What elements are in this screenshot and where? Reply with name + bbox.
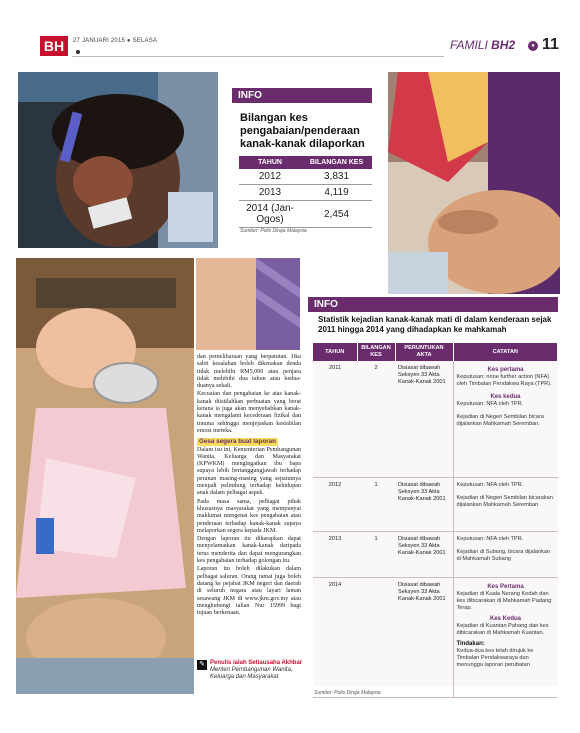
- note-heading: Tindakan:: [456, 640, 485, 647]
- table-row: [313, 477, 558, 531]
- subheading: Gesa segera buat laporan: [199, 438, 276, 446]
- byline-role: Menteri Pembangunan Wanita, Keluarga dan Masyarakat: [210, 667, 293, 680]
- table-row: [313, 531, 558, 577]
- page-header: [0, 0, 580, 66]
- info1-title: Bilangan kes pengabaian/penderaan kanak-kanak dilaporkan: [240, 112, 365, 150]
- note-line: Keputusan: NFA oleh TPR.: [456, 401, 524, 407]
- photo-baby-in-car-seat: [16, 258, 194, 694]
- count-cell: 2: [357, 361, 395, 477]
- act-cell: Disiasat dibawah Seksyen 33 Akta Kanak-Kanak 2001: [395, 577, 453, 697]
- count-cell: 1: [357, 477, 395, 531]
- act-cell: Disiasat dibawah Seksyen 33 Akta Kanak-Kanak 2001: [395, 477, 453, 531]
- count-cell: 3,831: [301, 169, 372, 185]
- page-number: 11: [542, 36, 559, 53]
- byline-name: Penulis ialah Setiausaha Akhbar: [210, 660, 303, 666]
- note-heading: Kes kedua: [490, 394, 521, 400]
- byline-text: [210, 660, 306, 681]
- section-suffix: BH2: [491, 38, 516, 52]
- pen-icon: ✎: [197, 660, 207, 670]
- note-line: Kejadian di Negeri Sembilan bicara dijalankan Mahkamah Seremban.: [456, 414, 544, 427]
- act-cell: Disiasat dibawah Seksyen 33 Akta Kanak-Kanak 2001: [395, 531, 453, 577]
- photo-injured-child: [18, 72, 218, 248]
- photo-mother-child: [388, 72, 560, 294]
- note-line: Kejadian di Kuantan Pahang dan kes dibicarakan di Mahkamah Kuantan.: [456, 622, 549, 636]
- act-cell: Disiasat dibawah Seksyen 33 Akta Kanak-Kanak 2001: [395, 361, 453, 477]
- count-cell: 2,454: [301, 201, 372, 228]
- year-cell: 2013: [313, 531, 357, 577]
- year-cell: 2011: [313, 361, 357, 477]
- table-row: [239, 185, 372, 201]
- note-line: Keputusan: NFA oleh TPR.: [456, 481, 524, 488]
- count-cell: 4,119: [301, 185, 372, 201]
- table-row: [313, 577, 558, 697]
- section-dot-icon: ●: [528, 41, 538, 51]
- year-cell: 2014: [313, 577, 357, 697]
- court-cases-table: [313, 343, 558, 698]
- bullet-icon: [76, 50, 80, 54]
- col-header-notes: CATATAN: [453, 343, 558, 361]
- note-line: Kejadian di Kuala Nerang Kedah dan kes dibicarakan di Mahkamah Padang Terap.: [456, 590, 552, 611]
- paragraph: Pada masa sama, pelbagai pihak khususnya masyarakat yang mempunyai maklumat mengenai kes pengabaian atau penderaan terhadap kanak-kanak supaya melaporkan segera kepada JKM.: [197, 498, 301, 534]
- note-heading: Kes pertama: [487, 367, 524, 373]
- col-header-act: PERUNTUKAN AKTA: [395, 343, 453, 361]
- col-header-year: TAHUN: [313, 343, 357, 361]
- table-row: [239, 169, 372, 185]
- photo-child-arm: [196, 258, 300, 350]
- year-cell: 2014 (Jan-Ogos): [239, 201, 301, 228]
- year-cell: 2012: [313, 477, 357, 531]
- note-line: Kedua-dua kes telah dirujuk ke Timbalan Pendakwaraya dan menunggu laporan perubatan: [456, 647, 534, 668]
- table-row: [239, 201, 372, 228]
- source-note: Sumber: Polis Diraja Malaysia: [314, 690, 381, 696]
- note-heading: Kes Pertama: [487, 583, 524, 590]
- notes-cell: [453, 477, 558, 531]
- year-cell: 2013: [239, 185, 301, 201]
- source-note: Sumber: Polis Diraja Malaysia: [240, 228, 307, 234]
- issue-date: 27 JANUARI 2015 ● SELASA: [73, 38, 158, 44]
- col-header-count: BILANGAN KES: [357, 343, 395, 361]
- info-tag: INFO: [232, 88, 372, 103]
- info2-title: Statistik kejadian kanak-kanak mati di dalam kenderaan sejak 2011 hingga 2014 yang dihadapkan ke mahkamah: [318, 315, 552, 334]
- count-cell: 1: [357, 531, 395, 577]
- note-line: Keputusan: none further action (NFA) oleh Timbalan Pendakwa Raya (TPR).: [456, 374, 552, 387]
- section-name: [450, 38, 515, 52]
- paragraph: Kecuaian dan pengabaian ke atas kanak-kanak diistilahkan perbuatan yang berat kerana ia juga akan menyebabkan kanak-kanak mengalami kecederaan fizikal dan trauma sehingga menjejaskan kestabilan emosi mereka.: [197, 391, 301, 434]
- col-header-year: TAHUN: [239, 156, 301, 169]
- notes-cell: [453, 531, 558, 577]
- article-body: [197, 354, 301, 618]
- paragraph: Dalam isu ini, Kementerian Pembangunan Wanita, Keluarga dan Masyarakat (KPWKM) mengingatkan ibu bapa supaya lebih bertanggungjawab terhadap peranan masing-masing yang sepatutnya menjadi pelindung terhadap kehidupan anak dalam pelbagai aspek.: [197, 446, 301, 497]
- note-heading: Kes Kedua: [489, 615, 521, 622]
- info-tag: INFO: [308, 297, 558, 312]
- table-header-row: [313, 343, 558, 361]
- table-header-row: [239, 156, 372, 169]
- bh-logo: BH: [40, 36, 68, 56]
- note-line: Kejadian di Subang, bicara dijalankan di Mahkamah Subang: [456, 548, 551, 562]
- paragraph: Laporan itu boleh dilakukan dalam pelbagai saluran. Orang ramai juga boleh datang ke pejabat JKM negeri dan daerah di seluruh negara atau layari laman sesawang JKM di www.jkm.gov.my atau menghubungi talian Nur 15999 bagi tujuan berkenaan.: [197, 566, 301, 617]
- notes-cell: [453, 361, 558, 477]
- paragraph: dan pemeliharaan yang berpatutan. Jika sabit kesalahan boleh dikenakan denda tidak melebihi RM5,000 atau penjara tidak melebihi dua tahun atau kedua-duanya sekali.: [197, 354, 301, 390]
- col-header-count: BILANGAN KES: [301, 156, 372, 169]
- year-cell: 2012: [239, 169, 301, 185]
- section-prefix: FAMILI: [450, 38, 488, 52]
- table-row: [313, 361, 558, 477]
- notes-cell: [453, 577, 558, 697]
- case-count-table: [239, 156, 372, 228]
- note-line: Keputusan: NFA oleh TPR.: [456, 535, 524, 542]
- count-cell: [357, 577, 395, 697]
- paragraph: Dengan laporan itu diharapkan dapat menyelamatkan kanak-kanak daripada terus menderita dan dapat mengurangkan kes pengabaian terhadap golongan itu.: [197, 536, 301, 565]
- header-rule: [72, 56, 444, 57]
- note-line: Kejadian di Negeri Sembilan bicarakan dijalankan Mahkamah Seremban.: [456, 494, 553, 508]
